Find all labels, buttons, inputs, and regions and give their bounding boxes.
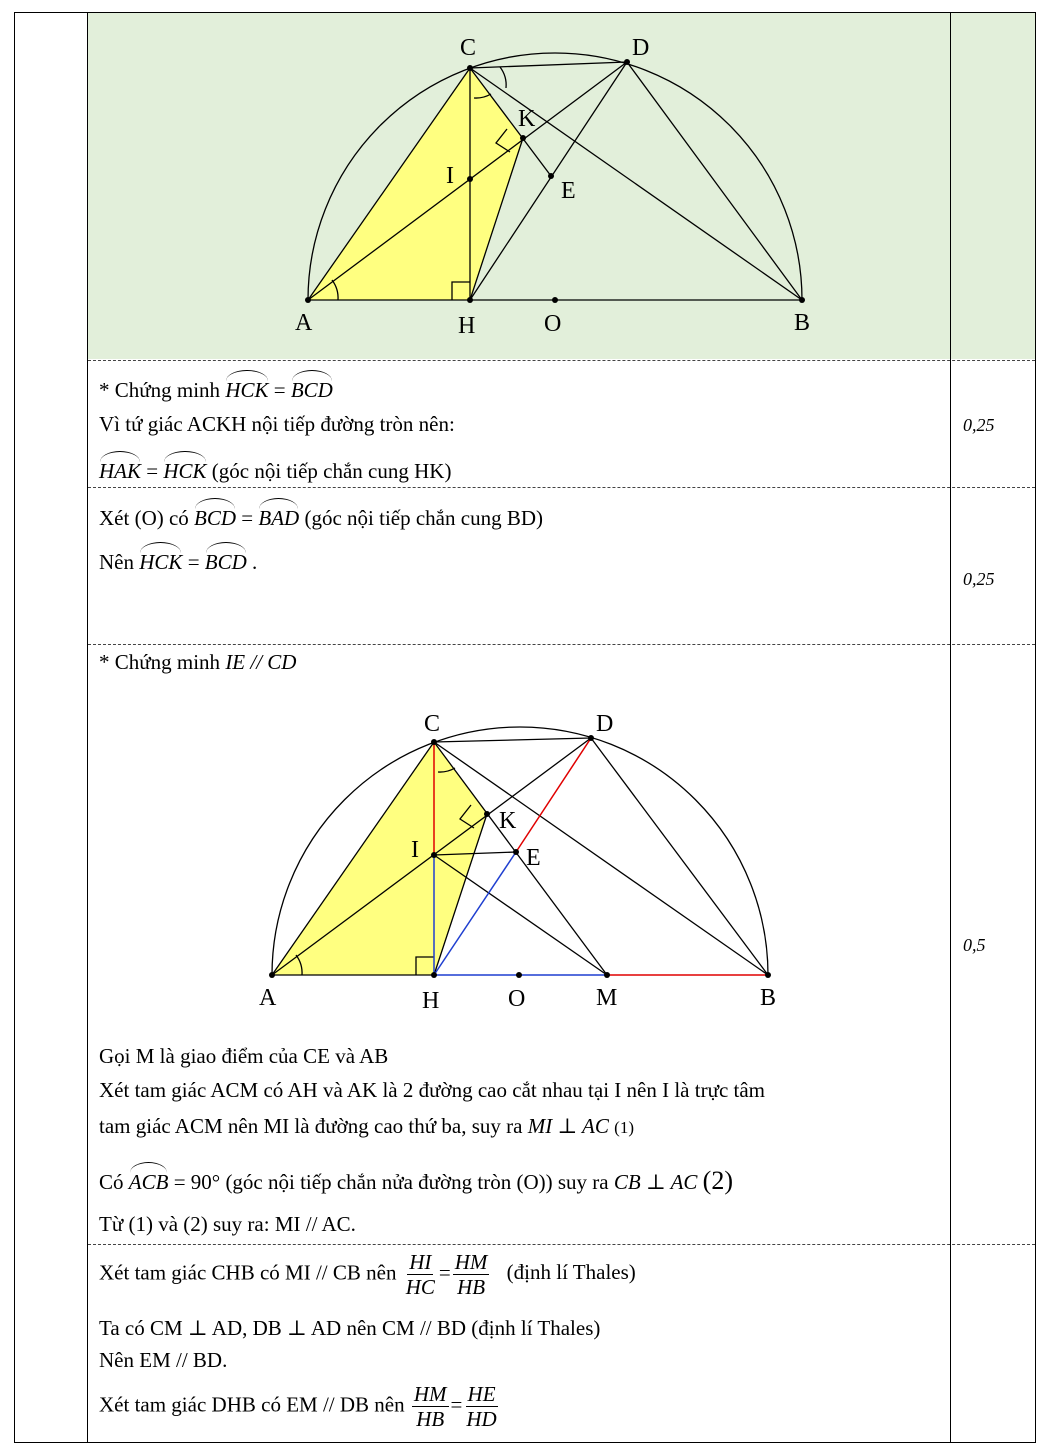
- fraction-hi-hc: [404, 1250, 437, 1299]
- row3-p3: [99, 1114, 634, 1139]
- fraction-he-hd: [464, 1382, 498, 1431]
- score-2: 0,25: [963, 569, 995, 589]
- row3-p3-text: tam giác ACM nên MI là đường cao thứ ba, suy ra: [99, 1114, 523, 1138]
- angle-bad: BAD: [258, 502, 299, 531]
- row-divider-4: [88, 1244, 1035, 1245]
- fraction-num: HM: [413, 1382, 447, 1406]
- angle-bcd-3: BCD: [205, 546, 247, 575]
- label2-O: O: [508, 986, 526, 1012]
- label2-B: B: [760, 985, 777, 1011]
- angle-acb: ACB: [129, 1166, 169, 1195]
- table-bottom-border: [14, 1442, 1035, 1443]
- table-left-border: [14, 12, 15, 1443]
- label2-E: E: [526, 845, 541, 871]
- row4-p2: Ta có CM ⊥ AD, DB ⊥ AD nên CM // BD (định lí Thales): [99, 1316, 601, 1340]
- row3-p4-prefix: Có: [99, 1170, 124, 1194]
- label-B: B: [794, 310, 811, 336]
- row3-title-prefix: * Chứng minh: [99, 650, 221, 674]
- row2-prefix: Xét (O) có: [99, 506, 189, 530]
- angle-hak: HAK: [99, 455, 141, 484]
- fraction-num: HI: [409, 1250, 432, 1274]
- label-H: H: [458, 313, 476, 339]
- label-K: K: [518, 106, 536, 132]
- row4-p1: Xét tam giác CHB có MI // CB nên $\frac{HI}{HC}$ = $\frac{HM}{HB}$ (định lí Thales): [99, 1250, 636, 1299]
- row3-p3-ref: (1): [614, 1118, 634, 1137]
- table-right-border: [1035, 12, 1036, 1443]
- row2-conclusion-prefix: Nên: [99, 550, 134, 574]
- highlight-quadrilateral-2: [272, 742, 487, 975]
- label-I: I: [446, 163, 454, 189]
- row4-p1-text: Xét tam giác CHB có MI // CB nên: [99, 1260, 397, 1285]
- row3-p4: [99, 1166, 733, 1196]
- row1-line2: Vì tứ giác ACKH nội tiếp đường tròn nên:: [99, 412, 455, 436]
- score-1: 0,25: [963, 415, 995, 435]
- label2-I: I: [411, 837, 419, 863]
- label2-A: A: [259, 985, 277, 1011]
- row4-p4: Xét tam giác DHB có EM // DB nên $\frac{HM}{HB}$ = $\frac{HE}{HD}$: [99, 1382, 497, 1431]
- row3-p4-ref: (2): [702, 1166, 733, 1195]
- row1-reason: (góc nội tiếp chắn cung HK): [211, 459, 452, 483]
- geometry-figure-2: [88, 645, 950, 1035]
- label-E: E: [561, 178, 576, 204]
- row2-reason: (góc nội tiếp chắn cung BD): [304, 506, 543, 530]
- fraction-den: HD: [466, 1407, 497, 1431]
- highlight-quadrilateral: [308, 68, 523, 300]
- angle-bcd-2: BCD: [194, 502, 236, 531]
- label-O: O: [544, 311, 562, 337]
- geometry-figure-1: [88, 12, 950, 359]
- label-D: D: [632, 35, 650, 61]
- row4-p4-text: Xét tam giác DHB có EM // DB nên: [99, 1392, 405, 1417]
- fraction-hm-hb: [453, 1250, 490, 1299]
- angle-hck: HCK: [225, 374, 268, 403]
- row-divider-1: [88, 360, 1035, 361]
- angle-hck-2: HCK: [163, 455, 206, 484]
- row3-title-math: IE // CD: [225, 650, 297, 674]
- row4-p3: Nên EM // BD.: [99, 1348, 228, 1372]
- row3-p4-math: CB ⊥ AC: [613, 1170, 698, 1194]
- row3-p5: Từ (1) và (2) suy ra: MI // AC.: [99, 1212, 356, 1236]
- fraction-num: HM: [454, 1250, 488, 1274]
- row4-p1-suffix: (định lí Thales): [506, 1260, 636, 1285]
- label2-C: C: [424, 711, 441, 737]
- row3-p4-text: (góc nội tiếp chắn nửa đường tròn (O)) suy ra: [225, 1170, 609, 1194]
- score-3: 0,5: [963, 935, 986, 955]
- label-A: A: [295, 310, 313, 336]
- fraction-den: HB: [416, 1407, 445, 1431]
- fraction-den: HC: [405, 1275, 435, 1299]
- row3-p2: Xét tam giác ACM có AH và AK là 2 đường cao cắt nhau tại I nên I là trực tâm: [99, 1078, 766, 1102]
- row3-p3-math: MI ⊥ AC: [527, 1114, 609, 1138]
- fraction-num: HE: [467, 1382, 496, 1406]
- fraction-hm-hb-2: [412, 1382, 449, 1431]
- label2-K: K: [499, 808, 517, 834]
- label-C: C: [460, 35, 477, 61]
- row2-line2: Nên HCK = BCD .: [99, 546, 257, 575]
- label2-H: H: [422, 988, 440, 1014]
- fraction-den: HB: [457, 1275, 486, 1299]
- row2-period: .: [252, 550, 258, 574]
- row3-p4-eq: = 90°: [173, 1170, 221, 1194]
- label2-M: M: [596, 985, 618, 1011]
- table-col-divider-2: [950, 12, 951, 1443]
- row1-prefix: * Chứng minh: [99, 378, 221, 402]
- label2-D: D: [596, 711, 614, 737]
- row2-line1: Xét (O) có BCD = BAD (góc nội tiếp chắn cung BD): [99, 502, 543, 531]
- row1-line1: * Chứng minh HCK = BCD: [99, 374, 333, 403]
- row-divider-2: [88, 487, 1035, 488]
- angle-bcd: BCD: [291, 374, 333, 403]
- row3-p1: Gọi M là giao điểm của CE và AB: [99, 1044, 389, 1068]
- row1-line3: HAK = HCK (góc nội tiếp chắn cung HK): [99, 455, 451, 484]
- angle-hck-3: HCK: [139, 546, 182, 575]
